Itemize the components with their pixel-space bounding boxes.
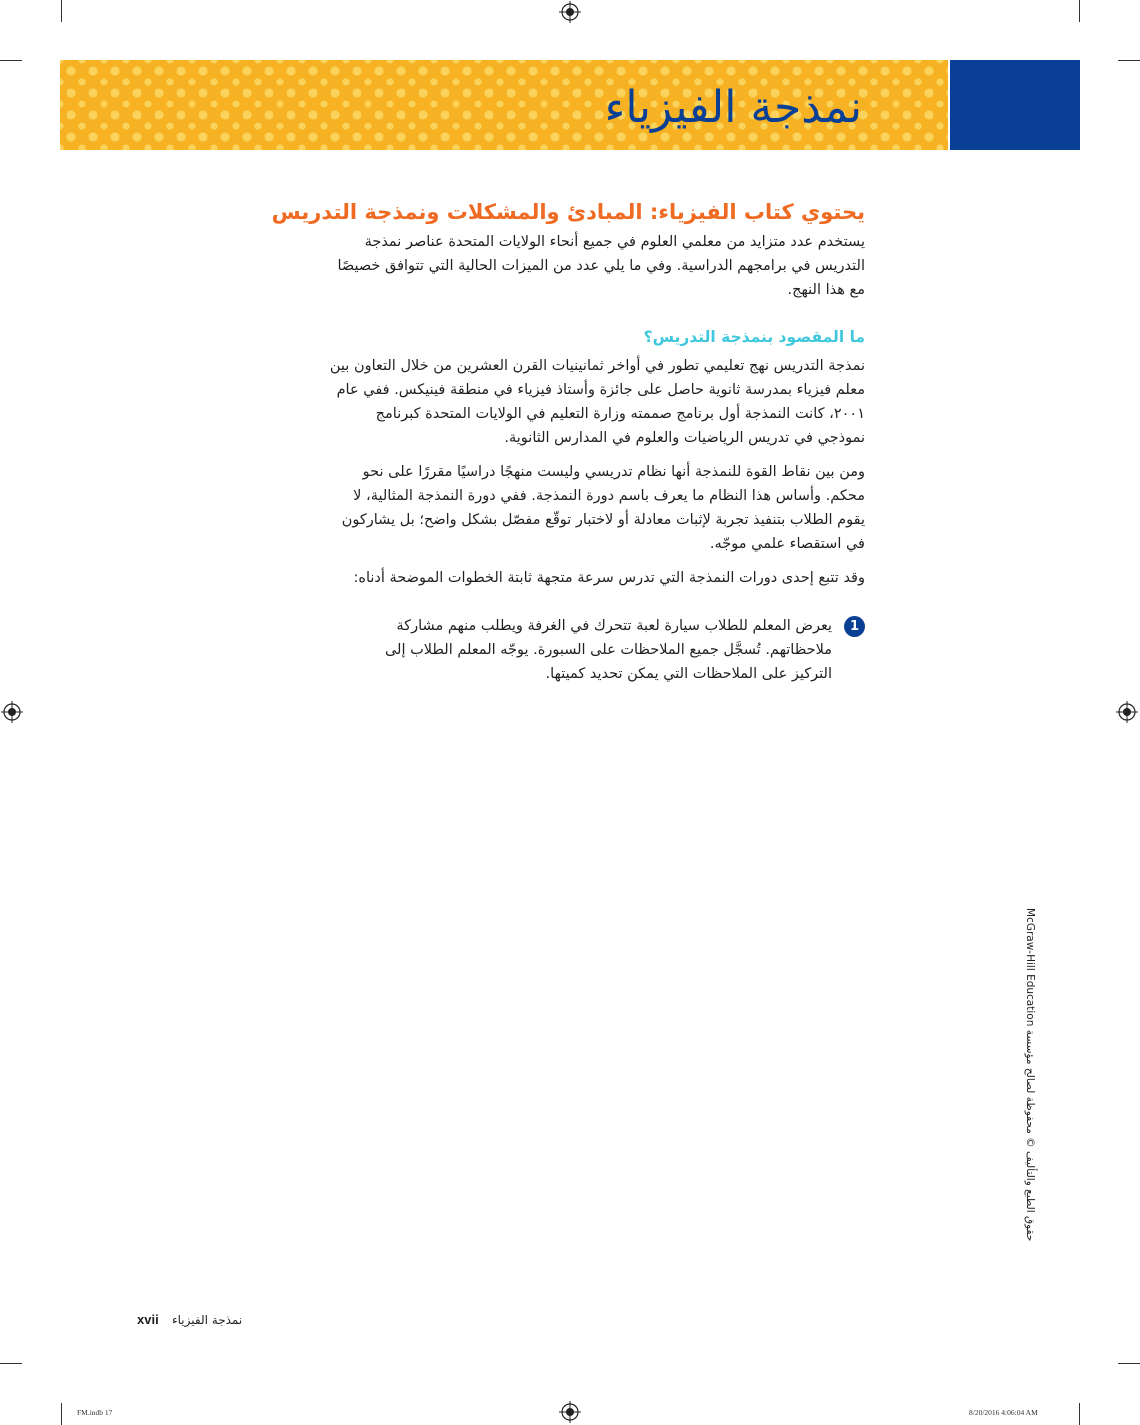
main-heading: يحتوي كتاب الفيزياء: المبادئ والمشكلات ونمذجة التدريس bbox=[271, 200, 865, 224]
crop-mark bbox=[61, 1403, 62, 1425]
slug-file: FM.indb 17 bbox=[77, 1408, 113, 1417]
footer-title: نمذجة الفيزياء bbox=[172, 1313, 243, 1327]
registration-mark-icon bbox=[1, 701, 23, 723]
sub-heading: ما المقصود بنمذجة التدريس؟ bbox=[643, 328, 865, 346]
registration-mark-icon bbox=[559, 1, 581, 23]
crop-mark bbox=[61, 0, 62, 22]
crop-mark bbox=[0, 1363, 22, 1364]
crop-mark bbox=[1118, 60, 1140, 61]
crop-mark bbox=[1079, 0, 1080, 22]
header-blue-block bbox=[950, 60, 1080, 150]
body-paragraph: وقد تتبع إحدى دورات النمذجة التي تدرس سرعة متجهة ثابتة الخطوات الموضحة أدناه: bbox=[353, 570, 865, 586]
main-content bbox=[271, 200, 865, 686]
intro-paragraph: يستخدم عدد متزايد من معلمي العلوم في جميع أنحاء الولايات المتحدة عناصر نمذجة التدريس في برامجهم الدراسية. وفي ما يلي عدد من الميزات الحالية التي تتوافق خصيصًا مع هذا النهج. bbox=[337, 234, 865, 298]
crop-mark bbox=[0, 60, 22, 61]
body-paragraph: ومن بين نقاط القوة للنمذجة أنها نظام تدريسي وليست منهجًا دراسيًا مقررًا على نحو محكم. وأساس هذا النظام ما يعرف باسم دورة النمذجة. ففي دورة النمذجة المثالية، لا يقوم الطلاب بتنفيذ تجربة لإثبات معادلة أو لاختبار توقّع مفصّل بشكل واضح؛ بل يشاركون في استقصاء علمي موجّه. bbox=[341, 464, 865, 552]
registration-mark-icon bbox=[1116, 701, 1138, 723]
crop-mark bbox=[1118, 1363, 1140, 1364]
step-text: يعرض المعلم للطلاب سيارة لعبة تتحرك في الغرفة ويطلب منهم مشاركة ملاحظاتهم. تُسجَّل جميع الملاحظات على السبورة. يوجّه المعلم الطلاب إلى التركيز على الملاحظات التي يمكن تحديد كميتها. bbox=[384, 618, 832, 682]
page-number: xvii bbox=[137, 1312, 159, 1327]
chapter-title: نمذجة الفيزياء bbox=[604, 82, 862, 133]
step-number-badge: 1 bbox=[844, 616, 865, 637]
copyright-credit-text: McGraw-Hill Education حقوق الطبع والتأليف © محفوظة لصالح مؤسسة bbox=[1024, 908, 1036, 1242]
registration-mark-icon bbox=[559, 1401, 581, 1423]
crop-mark bbox=[1079, 1403, 1080, 1425]
step-item bbox=[325, 614, 865, 686]
body-paragraph: نمذجة التدريس نهج تعليمي تطور في أواخر ثمانينيات القرن العشرين من خلال التعاون بين معلم فيزياء بمدرسة ثانوية حاصل على جائزة وأستاذ فيزياء في منطقة فينيكس. ففي عام ٢٠٠١، كانت النمذجة أول برنامج صممته وزارة التعليم في الولايات المتحدة كبرنامج نموذجي في تدريس الرياضيات والعلوم في المدارس الثانوية. bbox=[329, 358, 865, 446]
slug-date: 8/20/2016 4:06:04 AM bbox=[969, 1408, 1038, 1417]
copyright-credit bbox=[1016, 908, 1036, 1242]
